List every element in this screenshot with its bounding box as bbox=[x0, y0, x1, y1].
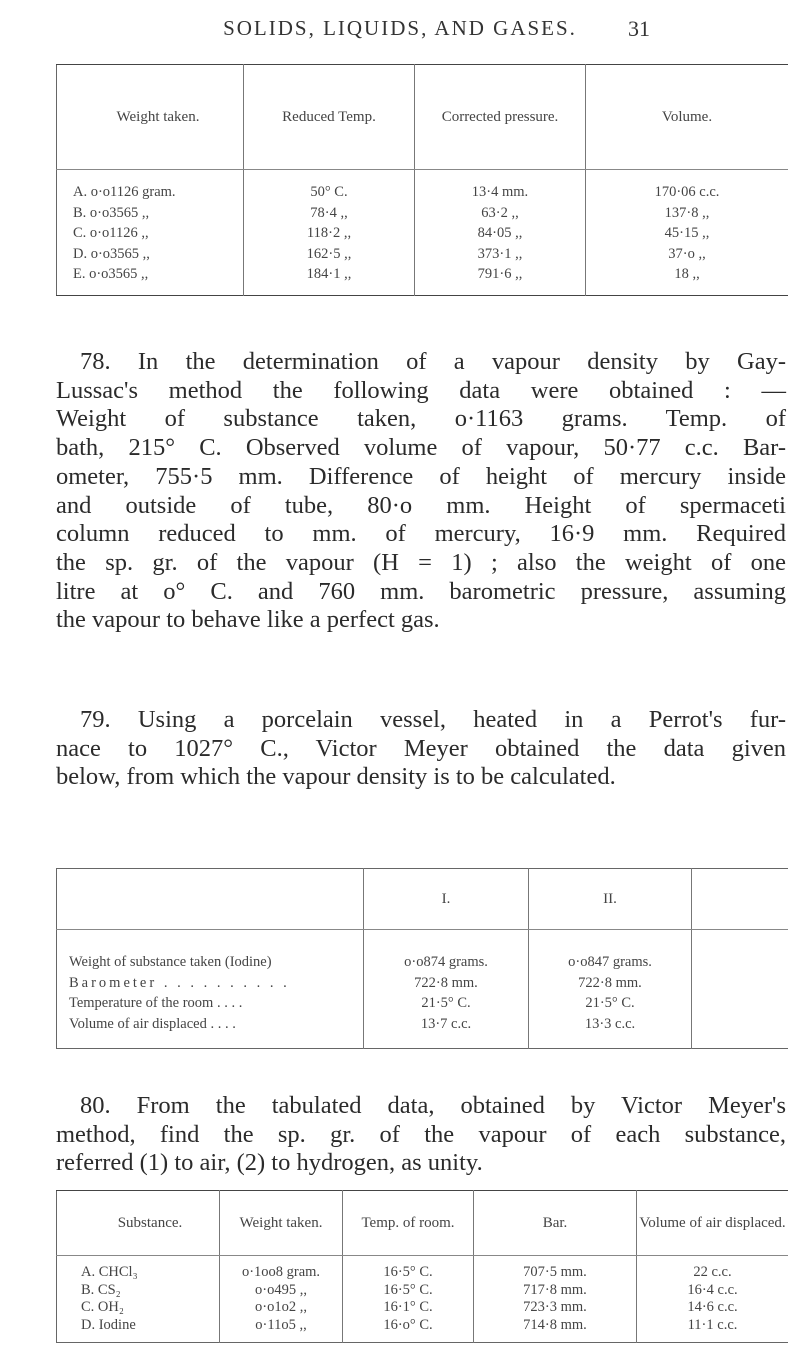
table-cell: 84·05 ,, bbox=[477, 225, 523, 241]
volume-column bbox=[637, 1256, 789, 1343]
table-cell: o·1oo8 gram. bbox=[241, 1264, 321, 1280]
table-cell: 162·5 ,, bbox=[306, 245, 352, 262]
text-line: Lussac's method the following data were obtained : — bbox=[56, 376, 786, 404]
experiment-I-column bbox=[364, 930, 529, 1049]
text-line: referred (1) to air, (2) to hydrogen, as unity. bbox=[56, 1149, 483, 1177]
table-body-row bbox=[57, 930, 789, 1049]
table-cell: E. o·o3565 ,, bbox=[73, 266, 149, 282]
table-cell: 18 ,, bbox=[674, 266, 700, 282]
column-header-temp: Reduced Temp. bbox=[244, 65, 415, 170]
table-header-row bbox=[57, 65, 789, 170]
table-cell: o·o874 grams. bbox=[404, 954, 488, 970]
text-line: bath, 215° C. Observed volume of vapour, 50·77 c.c. Bar- bbox=[56, 434, 786, 462]
table-cell: A. CHCl₃ bbox=[81, 1264, 138, 1280]
text-line: litre at o° C. and 760 mm. barometric pressure, assuming bbox=[56, 577, 786, 605]
table-cell: 22 c.c. bbox=[693, 1264, 732, 1280]
substance-column bbox=[57, 1256, 220, 1343]
column-header-pressure: Corrected pressure. bbox=[415, 65, 586, 170]
problem-79 bbox=[56, 706, 786, 792]
text-line: below, from which the vapour density is to be calculated. bbox=[56, 763, 616, 791]
running-title: SOLIDS, LIQUIDS, AND GASES. bbox=[223, 16, 577, 40]
text-line: 79. Using a porcelain vessel, heated in a Perrot's fur- bbox=[80, 706, 786, 733]
running-head bbox=[0, 8, 800, 48]
experiment-II-column bbox=[529, 930, 692, 1049]
label-column bbox=[57, 930, 364, 1049]
table-cell: 722·8 mm. bbox=[414, 974, 478, 991]
table-cell: o·o847 grams. bbox=[568, 954, 652, 970]
table-cell: o·o495 ,, bbox=[255, 1281, 307, 1298]
column-header-spacer bbox=[692, 869, 789, 930]
table-cell: 723·3 mm. bbox=[523, 1299, 587, 1315]
problem-80 bbox=[56, 1092, 786, 1178]
table-body-row bbox=[57, 170, 789, 296]
table-cell: 21·5° C. bbox=[585, 995, 635, 1011]
text-line: column reduced to mm. of mercury, 16·9 mm. Required bbox=[56, 520, 786, 548]
table-cell: 63·2 ,, bbox=[481, 204, 519, 221]
table-cell: 16·o° C. bbox=[383, 1316, 433, 1333]
column-header-volume: Volume of air displaced. bbox=[637, 1191, 789, 1256]
table-cell: Weight of substance taken (Iodine) bbox=[69, 954, 272, 970]
table-cell: B. CS₂ bbox=[81, 1281, 121, 1298]
table-cell: Temperature of the room . . . . bbox=[69, 995, 243, 1011]
table-cell: C. o·o1126 ,, bbox=[73, 225, 149, 241]
table-cell: 791·6 ,, bbox=[477, 266, 523, 282]
table-cell: 78·4 ,, bbox=[310, 204, 348, 221]
table-cell: A. o·o1126 gram. bbox=[73, 184, 176, 200]
page-number: 31 bbox=[628, 16, 650, 41]
table-cell: 16·5° C. bbox=[383, 1264, 433, 1280]
table-cell: 13·7 c.c. bbox=[420, 1015, 472, 1032]
column-header-II: II. bbox=[529, 869, 692, 930]
table-cell: 707·5 mm. bbox=[523, 1264, 587, 1280]
vapour-data-table bbox=[56, 64, 788, 296]
column-header-weight: Weight taken. bbox=[57, 65, 244, 170]
table-cell: Volume of air displaced . . . . bbox=[69, 1015, 236, 1032]
table-cell: 16·1° C. bbox=[383, 1299, 433, 1315]
column-header-bar: Bar. bbox=[474, 1191, 637, 1256]
table-cell: 714·8 mm. bbox=[523, 1316, 587, 1333]
text-line: nace to 1027° C., Victor Meyer obtained the data given bbox=[56, 734, 786, 762]
iodine-data-table bbox=[56, 868, 788, 1049]
volume-column bbox=[586, 170, 789, 296]
table-header-row bbox=[57, 869, 789, 930]
column-header-volume: Volume. bbox=[586, 65, 789, 170]
table-cell: 37·o ,, bbox=[668, 245, 706, 262]
text-line: 80. From the tabulated data, obtained by Victor Meyer's bbox=[80, 1092, 786, 1119]
text-line: method, find the sp. gr. of the vapour of each substance, bbox=[56, 1120, 786, 1148]
table-header-row bbox=[57, 1191, 789, 1256]
pressure-column bbox=[415, 170, 586, 296]
column-header-I: I. bbox=[364, 869, 529, 930]
weight-column bbox=[220, 1256, 343, 1343]
column-header-weight: Weight taken. bbox=[220, 1191, 343, 1256]
table-cell: 21·5° C. bbox=[421, 995, 471, 1011]
text-line: 78. In the determination of a vapour density by Gay- bbox=[80, 348, 786, 375]
column-header-substance: Substance. bbox=[57, 1191, 220, 1256]
table-cell: 16·5° C. bbox=[383, 1281, 433, 1298]
table-body-row bbox=[57, 1256, 789, 1343]
temp-column bbox=[244, 170, 415, 296]
table-cell: 373·1 ,, bbox=[477, 245, 523, 262]
text-line: and outside of tube, 80·o mm. Height of spermaceti bbox=[56, 491, 786, 519]
table-cell: 11·1 c.c. bbox=[687, 1316, 738, 1333]
column-header-temp: Temp. of room. bbox=[343, 1191, 474, 1256]
table-cell: C. OH₂ bbox=[81, 1299, 124, 1315]
text-line: ometer, 755·5 mm. Difference of height of mercury inside bbox=[56, 462, 786, 490]
spacer-column bbox=[692, 930, 789, 1049]
table-cell: D. o·o3565 ,, bbox=[73, 245, 150, 262]
table-cell: 717·8 mm. bbox=[523, 1281, 587, 1298]
table-cell: 118·2 ,, bbox=[306, 225, 352, 241]
table-cell: 722·8 mm. bbox=[578, 974, 642, 991]
text-line: Weight of substance taken, o·1163 grams. Temp. of bbox=[56, 405, 786, 433]
table-cell: 170·06 c.c. bbox=[654, 184, 720, 200]
weight-column bbox=[57, 170, 244, 296]
text-line: the vapour to behave like a perfect gas. bbox=[56, 606, 440, 634]
table-cell: 137·8 ,, bbox=[664, 204, 710, 221]
problem-78 bbox=[56, 348, 786, 635]
table-cell: Barometer . . . . . . . . . . bbox=[69, 974, 290, 991]
table-cell: 45·15 ,, bbox=[664, 225, 710, 241]
table-cell: 16·4 c.c. bbox=[687, 1281, 738, 1298]
table-cell: 184·1 ,, bbox=[306, 266, 352, 282]
text-line: the sp. gr. of the vapour (H = 1) ; also the weight of one bbox=[56, 548, 786, 576]
substances-data-table bbox=[56, 1190, 788, 1343]
table-cell: D. Iodine bbox=[81, 1316, 136, 1333]
table-cell: 13·3 c.c. bbox=[584, 1015, 636, 1032]
column-header-blank bbox=[57, 869, 364, 930]
table-cell: 50° C. bbox=[310, 184, 348, 200]
temp-column bbox=[343, 1256, 474, 1343]
table-cell: o·o1o2 ,, bbox=[255, 1299, 307, 1315]
table-cell: 14·6 c.c. bbox=[687, 1299, 738, 1315]
bar-column bbox=[474, 1256, 637, 1343]
table-cell: o·11o5 ,, bbox=[255, 1316, 307, 1333]
table-cell: B. o·o3565 ,, bbox=[73, 204, 150, 221]
table-cell: 13·4 mm. bbox=[471, 184, 529, 200]
